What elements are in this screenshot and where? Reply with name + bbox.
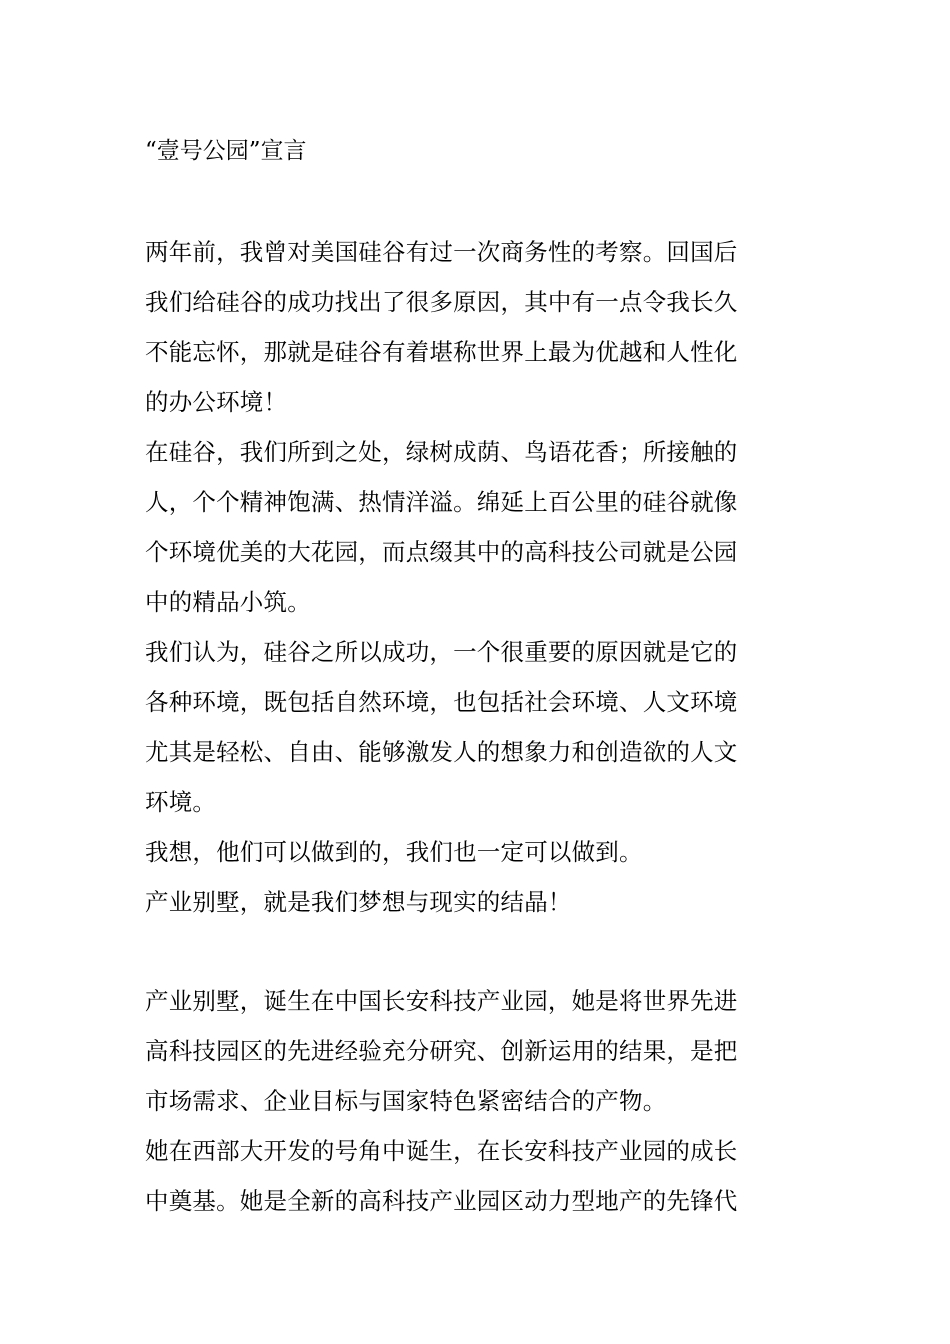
document-title: “壹号公园”宣言	[145, 138, 307, 164]
text-line: 我们给硅谷的成功找出了很多原因，其中有一点令我长久	[145, 288, 738, 316]
text-line: 产业别墅，诞生在中国长安科技产业园，她是将世界先进	[145, 987, 738, 1015]
text-line: 各种环境，既包括自然环境，也包括社会环境、人文环境	[145, 688, 738, 716]
text-line: 产业别墅，就是我们梦想与现实的结晶！	[145, 888, 572, 916]
text-line: 中的精品小筑。	[145, 588, 311, 616]
text-line: 尤其是轻松、自由、能够激发人的想象力和创造欲的人文	[145, 738, 738, 766]
text-line: 她在西部大开发的号角中诞生，在长安科技产业园的成长	[145, 1137, 738, 1165]
text-line: 我们认为，硅谷之所以成功，一个很重要的原因就是它的	[145, 638, 738, 666]
text-line: 中奠基。她是全新的高科技产业园区动力型地产的先锋代	[145, 1187, 738, 1215]
text-line: 环境。	[145, 788, 217, 816]
text-line: 不能忘怀，那就是硅谷有着堪称世界上最为优越和人性化	[145, 338, 738, 366]
text-line: 我想，他们可以做到的，我们也一定可以做到。	[145, 838, 643, 866]
text-line: 市场需求、企业目标与国家特色紧密结合的产物。	[145, 1087, 667, 1115]
text-line: 两年前，我曾对美国硅谷有过一次商务性的考察。回国后	[145, 238, 738, 266]
text-line: 个环境优美的大花园，而点缀其中的高科技公司就是公园	[145, 538, 738, 566]
text-line: 人，个个精神饱满、热情洋溢。绵延上百公里的硅谷就像	[145, 488, 738, 516]
text-line: 的办公环境！	[145, 388, 288, 416]
text-line: 在硅谷，我们所到之处，绿树成荫、鸟语花香；所接触的	[145, 438, 738, 466]
text-line: 高科技园区的先进经验充分研究、创新运用的结果，是把	[145, 1037, 738, 1065]
